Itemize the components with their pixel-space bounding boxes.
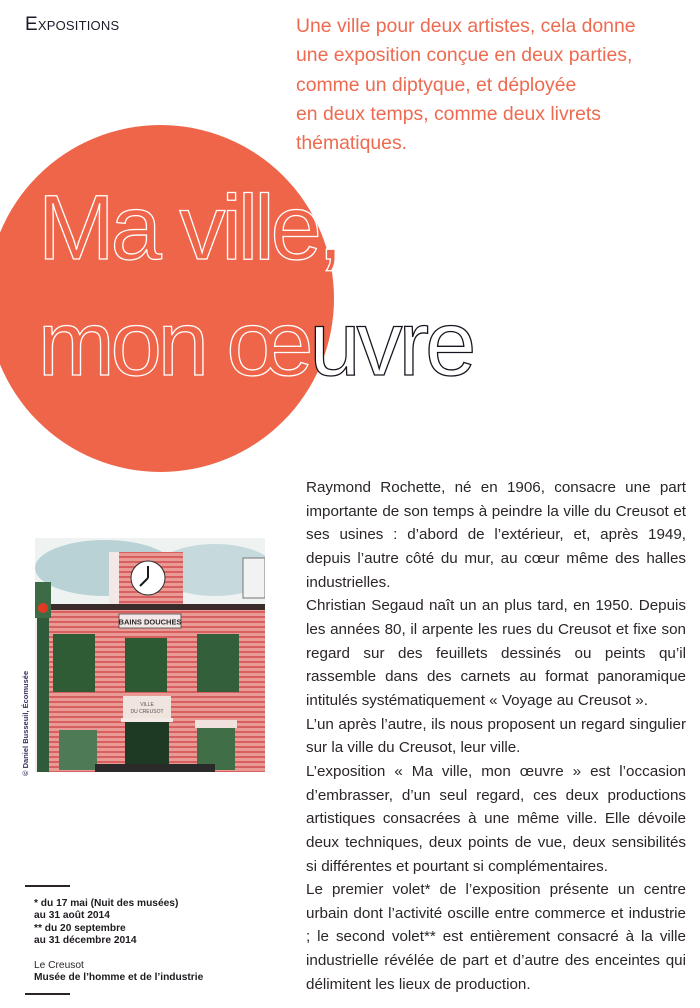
exhibition-info (25, 885, 275, 995)
paragraph: L’exposition « Ma ville, mon œuvre » est l’occasion d’embrasser, d’un seul regard, ces deux productions artistiques consacrées à une même ville. Elle dévoile deux techniques, deux points de vue, deux sensibilités si différentes et pourtant si complémentaires. (306, 762, 686, 875)
date-line: au 31 août 2014 (34, 910, 110, 922)
paragraph: Le premier volet* de l’exposition présente un centre urbain dont l’activité oscille entre commerce et industrie ; le second volet** est entièrement consacré à la ville industrielle révélée de part et d’autre des enceintes qui délimitent les lieux de production. (306, 881, 686, 993)
title-line-2 (38, 286, 472, 402)
venue-name: Musée de l’homme et de l’industrie (34, 972, 204, 984)
paragraph: Raymond Rochette, né en 1906, consacre une part importante de son temps à peindre la ville du Creusot et ses usines : d’abord de l’extérieur, et, après 1949, depuis l’autre côté du mur, au cœur même des halles industrielles. (306, 479, 686, 591)
date-line: ** du 20 septembre (34, 922, 126, 934)
intro-line: thématiques. (296, 132, 408, 155)
date-line: au 31 décembre 2014 (34, 935, 137, 947)
svg-text:BAINS DOUCHES: BAINS DOUCHES (118, 617, 182, 627)
divider (25, 993, 70, 995)
intro-line: Une ville pour deux artistes, cela donne (296, 15, 636, 37)
svg-text:VILLE: VILLE (140, 702, 154, 708)
image-credit: © Daniel Busseuil, Écomusée (21, 670, 30, 776)
intro-line: une exposition conçue en deux parties, (296, 44, 633, 67)
paragraph: Christian Segaud naît un an plus tard, en 1950. Depuis les années 80, il arpente les rues du Creusot et fixe son regard sur des feuillets dessinés ou peints qu’il rassemble dans des carnets au format panoramique intitulés systématiquement « Voyage au Creusot ». (306, 597, 686, 709)
date-line: * du 17 mai (Nuit des musées) (34, 897, 179, 909)
article-body (306, 476, 686, 996)
title-line-2-outside: uvre (309, 293, 473, 395)
intro-line: comme un diptyque, et déployée (296, 73, 577, 96)
intro-line: en deux temps, comme deux livrets (296, 102, 601, 125)
exhibition-dates (34, 898, 275, 948)
svg-text:DU CREUSOT: DU CREUSOT (130, 709, 164, 715)
section-label: Expositions (25, 14, 120, 35)
venue-city: Le Creusot (34, 959, 84, 971)
artwork-image (35, 538, 265, 772)
title-line-2-inside: mon œ (38, 293, 310, 395)
divider (25, 885, 70, 887)
page-title (38, 170, 472, 402)
bains-douches-painting-icon (35, 538, 265, 772)
intro-lede (296, 12, 696, 158)
paragraph: L’un après l’autre, ils nous proposent un regard singulier sur la ville du Creusot, leur ville. (306, 715, 686, 757)
title-line-1: Ma ville, (38, 177, 340, 279)
